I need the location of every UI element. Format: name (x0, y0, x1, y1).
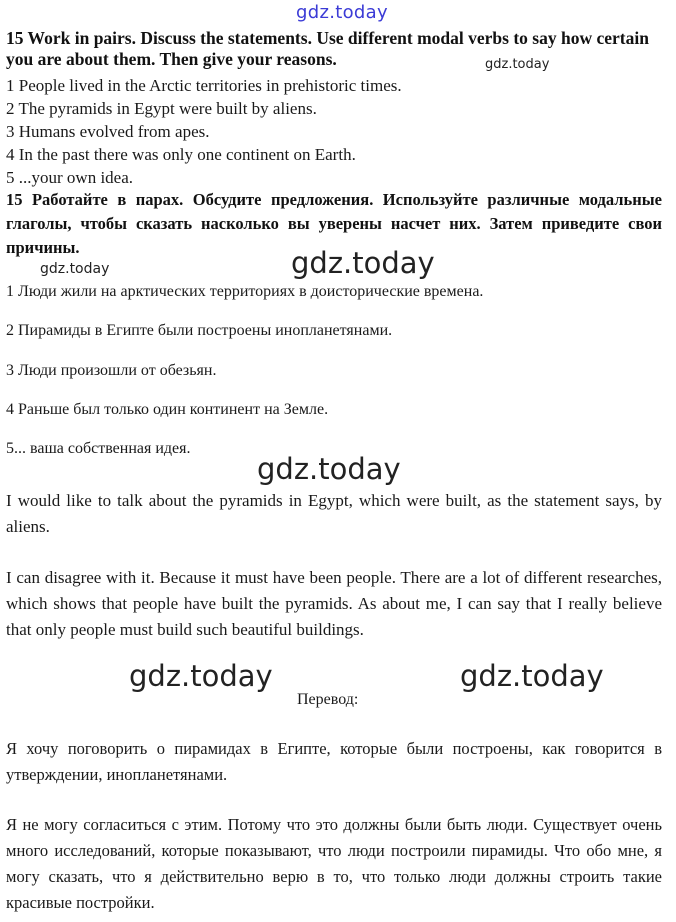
statement-list-en (6, 74, 662, 189)
list-item: 1 Люди жили на арктических территориях в доисторические времена. (6, 283, 484, 300)
task-heading-ru: 15 Работайте в парах. Обсудите предложения. Используйте различные модальные глаголы, чтобы сказать насколько вы уверены насчет них. Затем приведите свои причины. (6, 190, 662, 257)
watermark-large: gdz.today (460, 659, 604, 693)
list-item: 2 Пирамиды в Египте были построены инопланетянами. (6, 322, 393, 339)
list-item: 3 Люди произошли от обезьян. (6, 362, 217, 379)
list-item: 3 Humans evolved from apes. (6, 122, 210, 141)
list-item: 1 People lived in the Arctic territories in prehistoric times. (6, 76, 402, 95)
watermark-small: gdz.today (40, 261, 110, 277)
list-item: 4 Раньше был только один континент на Земле. (6, 401, 329, 418)
task-heading-en: 15 Work in pairs. Discuss the statements. Use different modal verbs to say how certain you are about them. Then give your reasons. (6, 28, 649, 69)
translation-paragraph: Я не могу согласиться с этим. Потому что это должны были быть люди. Существует очень много исследований, которые показывают, что люди построили пирамиды. Что обо мне, я могу сказать, что я действительно верю в то, что только люди должны строить такие красивые постройки. (6, 815, 662, 912)
watermark-small: gdz.today (485, 57, 550, 72)
answer-paragraph-en: I can disagree with it. Because it must have been people. There are a lot of different researches, which shows that people have built the pyramids. As about me, I can say that I really believe that only people must build such beautiful buildings. (6, 568, 662, 639)
list-item: 2 The pyramids in Egypt were built by aliens. (6, 99, 317, 118)
watermark-large: gdz.today (129, 659, 273, 693)
list-item: 5 ...your own idea. (6, 168, 134, 187)
list-item: 5... ваша собственная идея. (6, 440, 191, 457)
watermark-top: gdz.today (296, 2, 388, 23)
answer-paragraph-en: I would like to talk about the pyramids in Egypt, which were built, as the statement says, by aliens. (6, 491, 662, 536)
watermark-large: gdz.today (257, 452, 401, 486)
watermark-large: gdz.today (291, 246, 435, 280)
list-item: 4 In the past there was only one continent on Earth. (6, 145, 356, 164)
translation-paragraph: Я хочу поговорить о пирамидах в Египте, которые были построены, как говорится в утверждении, инопланетянами. (6, 739, 662, 784)
translation-heading: Перевод: (297, 691, 359, 708)
